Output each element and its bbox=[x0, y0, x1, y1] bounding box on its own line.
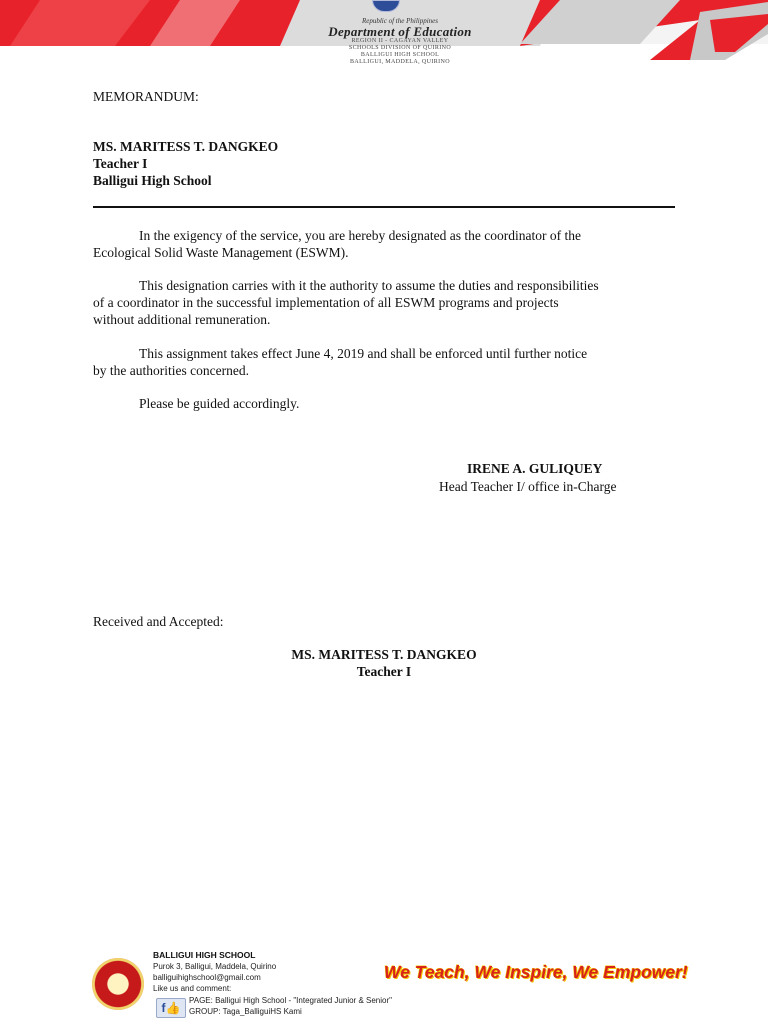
paragraph-line: This assignment takes effect June 4, 2019 and shall be enforced until further notice bbox=[139, 346, 588, 361]
footer-fb-group: GROUP: Taga_BalliguiHS Kami bbox=[189, 1007, 302, 1016]
received-label: Received and Accepted: bbox=[93, 614, 224, 629]
letterhead-text bbox=[270, 4, 530, 66]
paragraph-line: by the authorities concerned. bbox=[93, 363, 249, 378]
school-seal-icon bbox=[92, 958, 144, 1010]
addressee-name: MS. MARITESS T. DANGKEO bbox=[93, 139, 279, 154]
signatory-name: IRENE A. GULIQUEY bbox=[467, 461, 603, 476]
paragraph-line: Ecological Solid Waste Management (ESWM). bbox=[93, 245, 349, 260]
republic-line: Republic of the Philippines bbox=[361, 17, 438, 25]
division-line: SCHOOLS DIVISION OF QUIRINO bbox=[348, 44, 452, 51]
address-line: BALLIGUI, MADDELA, QUIRINO bbox=[349, 58, 451, 65]
school-line: BALLIGUI HIGH SCHOOL bbox=[360, 51, 440, 58]
signatory-title: Head Teacher I/ office in-Charge bbox=[439, 479, 617, 494]
footer-fb-page: PAGE: Balligui High School - "Integrated Junior & Senior" bbox=[189, 996, 392, 1005]
paragraph-line: In the exigency of the service, you are hereby designated as the coordinator of the bbox=[139, 228, 581, 243]
memo-heading: MEMORANDUM: bbox=[93, 89, 199, 104]
separator-rule bbox=[93, 206, 675, 208]
paragraph-line: This designation carries with it the authority to assume the duties and responsibilities bbox=[139, 278, 599, 293]
paragraph-1 bbox=[93, 227, 675, 261]
addressee-school: Balligui High School bbox=[93, 173, 212, 188]
paragraph-3 bbox=[93, 345, 675, 379]
receiver-name: MS. MARITESS T. DANGKEO bbox=[291, 647, 477, 662]
footer-email: balliguihighschool@gmail.com bbox=[153, 973, 261, 982]
footer-like: Like us and comment: bbox=[153, 984, 232, 993]
region-line: REGION II - CAGAYAN VALLEY bbox=[351, 38, 449, 44]
paragraph-line: of a coordinator in the successful implementation of all ESWM programs and projects bbox=[93, 295, 559, 310]
footer-address: Purok 3, Balligui, Maddela, Quirino bbox=[153, 962, 277, 971]
school-motto: We Teach, We Inspire, We Empower! bbox=[384, 962, 688, 982]
receiver-position: Teacher I bbox=[356, 664, 412, 679]
department-line: Department of Education bbox=[328, 24, 472, 39]
letterhead-banner bbox=[0, 0, 768, 64]
paragraph-2 bbox=[93, 277, 675, 328]
facebook-like-icon: f👍 bbox=[156, 998, 186, 1018]
paragraph-line: Please be guided accordingly. bbox=[139, 396, 300, 411]
paragraph-4 bbox=[93, 395, 675, 412]
paragraph-line: without additional remuneration. bbox=[93, 312, 271, 327]
addressee-position: Teacher I bbox=[93, 156, 148, 171]
footer-school-name: BALLIGUI HIGH SCHOOL bbox=[153, 950, 256, 960]
